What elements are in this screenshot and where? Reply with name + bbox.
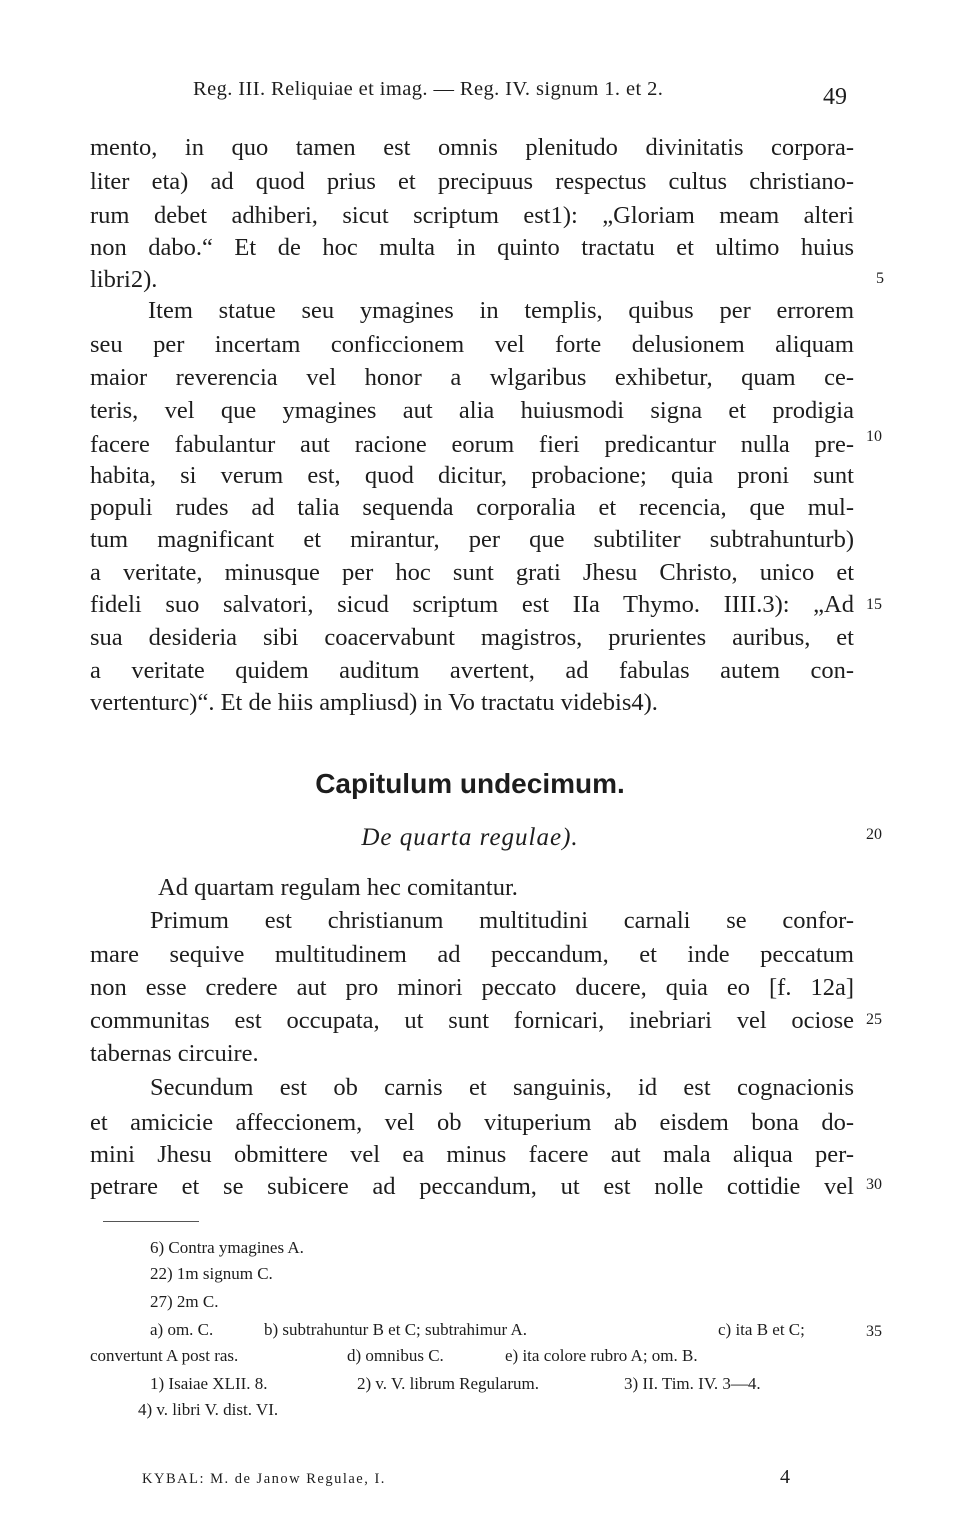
body-line: libri2). xyxy=(90,266,158,293)
footnote: 27) 2m C. xyxy=(150,1292,219,1311)
footnote: 4) v. libri V. dist. VI. xyxy=(138,1400,279,1419)
body-line: Ad quartam regulam hec comitantur. xyxy=(158,874,518,901)
body-line: a veritate, minusque per hoc sunt grati Jhesu Christo, unico et xyxy=(90,559,854,586)
footnote: d) omnibus C. xyxy=(347,1346,444,1365)
body-line: a veritate quidem auditum avertent, ad fabulas autem con- xyxy=(90,657,854,684)
body-line: facere fabulantur aut racione eorum fieri predicantur nulla pre- xyxy=(90,431,854,458)
margin-number: 5 xyxy=(876,270,884,287)
chapter-title: Capitulum undecimum. xyxy=(315,768,625,799)
body-line: non esse credere aut pro minori peccato ducere, quia eo [f. 12a] xyxy=(90,974,854,1001)
footnote: b) subtrahuntur B et C; subtrahimur A. xyxy=(264,1320,528,1339)
margin-number: 20 xyxy=(866,826,882,843)
body-line: tabernas circuire. xyxy=(90,1040,259,1067)
body-line: petrare et se subicere ad peccandum, ut est nolle cottidie vel xyxy=(90,1173,854,1200)
body-line: vertenturc)“. Et de hiis ampliusd) in Vo tractatu videbis4). xyxy=(90,689,658,716)
body-line: communitas est occupata, ut sunt fornicari, inebriari vel ociose xyxy=(90,1007,854,1034)
body-line: mare sequive multitudinem ad peccandum, et inde peccatum xyxy=(90,941,854,968)
body-line: liter eta) ad quod prius et precipuus respectus cultus christiano- xyxy=(90,168,854,195)
footnote: 1) Isaiae XLII. 8. xyxy=(150,1374,268,1393)
body-line: seu per incertam conficcionem vel forte delusionem aliquam xyxy=(90,331,854,358)
margin-number: 15 xyxy=(866,596,882,613)
body-line: rum debet adhiberi, sicut scriptum est1): „Gloriam meam alteri xyxy=(90,202,854,229)
body-line: non dabo.“ Et de hoc multa in quinto tractatu et ultimo huius xyxy=(90,234,854,261)
margin-number: 35 xyxy=(866,1323,882,1340)
body-line: teris, vel que ymagines aut alia huiusmodi signa et prodigia xyxy=(90,397,854,424)
footnote-rule xyxy=(103,1221,199,1222)
body-line: et amicicie affeccionem, vel ob vituperium ab eisdem bona do- xyxy=(90,1109,854,1136)
footnote: e) ita colore rubro A; om. B. xyxy=(505,1346,698,1365)
margin-number: 10 xyxy=(866,428,882,445)
footnote: convertunt A post ras. xyxy=(90,1346,239,1365)
body-line: Secundum est ob carnis et sanguinis, id est cognacionis xyxy=(150,1074,854,1101)
body-line: habita, si verum est, quod dicitur, probacione; quia proni sunt xyxy=(90,462,854,489)
body-line: Primum est christianum multitudini carnali se confor- xyxy=(150,907,854,934)
footnote: a) om. C. xyxy=(150,1320,214,1339)
footer-sheet-number: 4 xyxy=(780,1466,790,1488)
footnote: 22) 1m signum C. xyxy=(150,1264,273,1283)
footnote: c) ita B et C; xyxy=(718,1320,805,1339)
body-line: sua desideria sibi coacervabunt magistros, prurientes auribus, et xyxy=(90,624,854,651)
chapter-subtitle: De quarta regulae). xyxy=(361,824,579,851)
footer-signature: KYBAL: M. de Janow Regulae, I. xyxy=(142,1471,386,1487)
footnote: 3) II. Tim. IV. 3—4. xyxy=(624,1374,761,1393)
body-line: fideli suo salvatori, sicud scriptum est IIa Thymo. IIII.3): „Ad xyxy=(90,591,854,618)
running-head: Reg. III. Reliquiae et imag. — Reg. IV. signum 1. et 2. xyxy=(193,78,664,100)
body-line: maior reverencia vel honor a wlgaribus exhibetur, quam ce- xyxy=(90,364,854,391)
body-line: mini Jhesu obmittere vel ea minus facere aut mala aliqua per- xyxy=(90,1141,854,1168)
body-line: populi rudes ad talia sequenda corporalia et recencia, que mul- xyxy=(90,494,854,521)
footnote: 6) Contra ymagines A. xyxy=(150,1238,304,1257)
body-line: Item statue seu ymagines in templis, quibus per errorem xyxy=(148,297,854,324)
footnote: 2) v. V. librum Regularum. xyxy=(357,1374,539,1393)
margin-number: 25 xyxy=(866,1011,882,1028)
margin-number: 30 xyxy=(866,1176,882,1193)
body-line: tum magnificant et mirantur, per que subtiliter subtrahunturb) xyxy=(90,526,854,553)
page-number: 49 xyxy=(823,84,847,110)
body-line: mento, in quo tamen est omnis plenitudo divinitatis corpora- xyxy=(90,134,854,161)
